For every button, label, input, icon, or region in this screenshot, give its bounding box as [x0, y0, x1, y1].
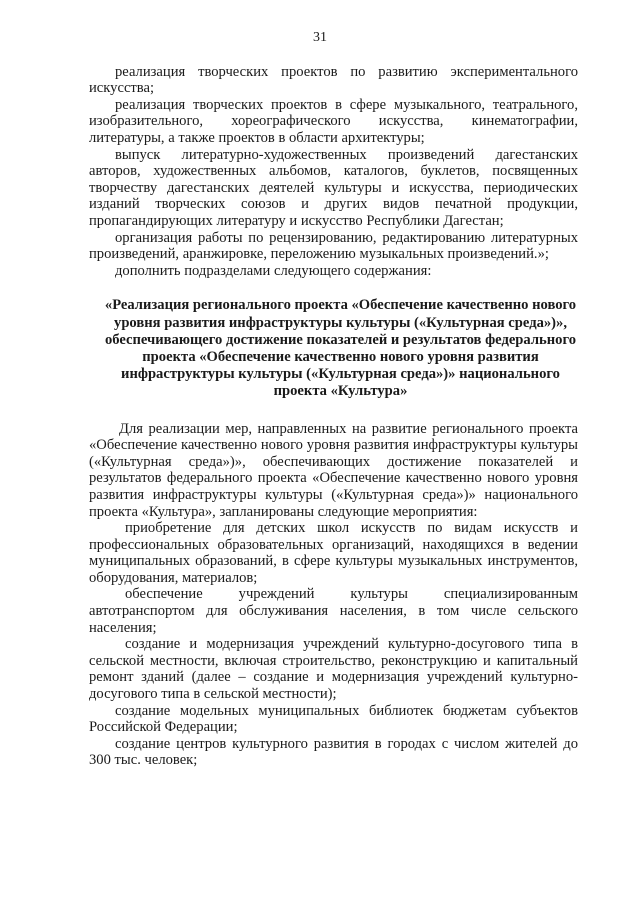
- page-number: 31: [313, 30, 327, 45]
- section-heading: «Реализация регионального проекта «Обеспечение качественно нового уровня развития инфраструктуры культуры («Культурная среда»)», обеспечивающего достижение показателей и результатов федерального проекта «Обеспечение качественно нового уровня развития инфраструктуры культуры («Культурная среда»)» национального проекта «Культура»: [104, 297, 577, 400]
- measure-leisure-institutions: создание и модернизация учреждений культурно-досугового типа в сельской местности, включая строительство, реконструкцию и капитальный ремонт зданий (далее – создание и модернизация учреждений культурно-досугового типа в сельской местности);: [89, 636, 578, 703]
- paragraph-reviewing-works: организация работы по рецензированию, редактированию литературных произведений, аранжировке, переложению музыкальных произведений.»;: [89, 229, 578, 263]
- paragraph-intro: Для реализации мер, направленных на развитие регионального проекта «Обеспечение качественно нового уровня развития инфраструктуры культуры («Культурная среда»)», обеспечивающих достижение показателей и результатов федерального проекта «Обеспечение качественно нового уровня развития инфраструктуры культуры («Культурная среда»)» национального проекта «Культура», запланированы следующие мероприятия:: [89, 420, 578, 520]
- measure-music-instruments: приобретение для детских школ искусств по видам искусств и профессиональных образовательных организаций, находящихся в ведении муниципальных образований, в сфере культуры музыкальных инструментов, оборудования, материалов;: [89, 520, 578, 586]
- measure-cultural-centers: создание центров культурного развития в городах с числом жителей до 300 тыс. человек;: [89, 735, 578, 769]
- paragraph-add-subsections: дополнить подразделами следующего содержания:: [115, 262, 432, 279]
- paragraph-literary-publications: выпуск литературно-художественных произведений дагестанских авторов, художественных альбомов, каталогов, буклетов, посвященных творчеству дагестанских деятелей культуры и искусства, периодических изданий творческих союзов и других видов печатной продукции, пропагандирующих литературу и искусство Республики Дагестан;: [89, 146, 578, 229]
- paragraph-experimental-art: реализация творческих проектов по развитию экспериментального искусства;: [89, 63, 578, 97]
- measure-model-libraries: создание модельных муниципальных библиотек бюджетам субъектов Российской Федерации;: [89, 702, 578, 736]
- paragraph-creative-projects: реализация творческих проектов в сфере музыкального, театрального, изобразительного, хореографического искусства, кинематографии, литературы, а также проектов в области архитектуры;: [89, 96, 578, 146]
- measure-motor-transport: обеспечение учреждений культуры специализированным автотранспортом для обслуживания населения, в том числе сельского населения;: [89, 586, 578, 636]
